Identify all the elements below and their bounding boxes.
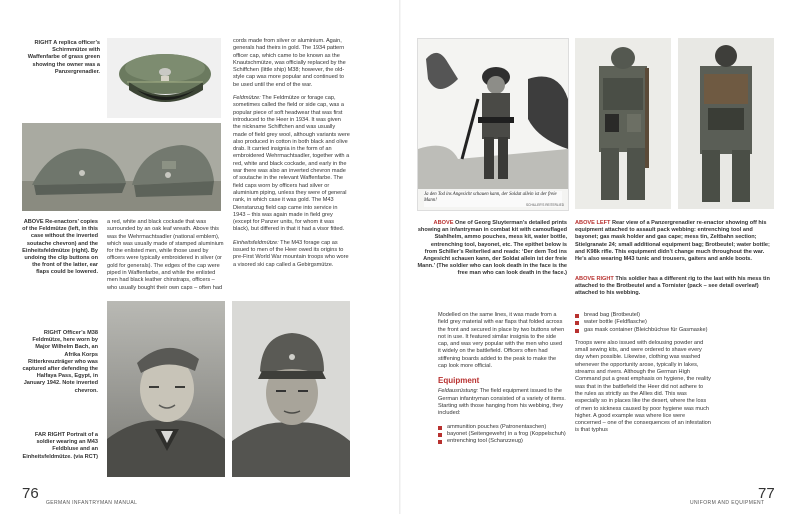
equipment-list-a bbox=[438, 424, 566, 446]
caption-label: ABOVE bbox=[433, 220, 454, 226]
body-text: a red, white and black cockade that was surrounded by an oak leaf wreath. Above this was the Wehrmachtsadler (national emblem), which was usually made of stamped aluminium for the enlisted men, while those used by officers were typically embroidered in silver (or gold for generals). The edges of the cap were piped in Waffenfarbe, and while the enlisted men had black leather chinstraps, officers – who usually bought their own caps – often had bbox=[107, 219, 224, 291]
caption-portrait-m43 bbox=[22, 432, 98, 461]
caption-officer-cap bbox=[22, 40, 100, 76]
caption-sluyterman-print bbox=[417, 220, 567, 278]
caption-text: Officer’s M38 Feldmütze, here worn by Major Wilhelm Bach, an Afrika Korps Ritterkreuzträger who was captured after defending the Halfaya Pass, Egypt, in January 1942. Note inverted chevron. bbox=[22, 330, 98, 394]
caption-label: ABOVE RIGHT bbox=[575, 276, 614, 282]
body-text: The Feldmütze or forage cap, sometimes called the field or side cap, was a popular piece of soft headwear that was first introduced to the Heer in 1934. It was given the nickname Schiffchen and was usually made of field grey wool, although variants were also produced in cotton in both black and olive drab. It carried insignia in the form of an embroidered Wehrmachtsadler, together with a red, white and black cockade, and early in the war there was also an inverted chevron made of soutache in the relevant Waffenfarbe. The field caps worn by officers had silver or aluminium piping, unless they were of general rank, in which case it was gold. The M43 Dienstanzug field cap came into service in 1943 – this was again made in field grey (except for Panzer units, for whom it was black), but differed in that it had a visor fitted. bbox=[233, 95, 350, 233]
caption-text: A replica officer’s Schirmmütze with Waffenfarbe of grass green showing the owner was a Panzergrenadier. bbox=[27, 40, 100, 75]
photo-rear-view-reenactor bbox=[575, 38, 671, 209]
body-text: cords made from silver or aluminium. Again, generals had theirs in gold. The 1934 pattern officer cap, which came to be known as the Knautschmütze, was officially replaced by the Schiffchen (little ship) M38; however, the old-style cap was more popular and continued to be used until the end of the war. bbox=[233, 38, 346, 88]
body-text: Troops were also issued with delousing powder and small sewing kits, and were ordered to shave every day when possible. Likewise, clothing was washed whenever the opportunity arose, typically in lakes, streams and rivers. Although the German High Command put a great emphasis on hygiene, the reality was that in the battlefield the Heer did not adhere to the rules as strictly as the Allies did. This was especially so in places like the desert, where the loss of men to sickness caused by poor hygiene was much higher. A good example was where lice were concerned – one of the consequences of an infestation is that typhus bbox=[575, 339, 711, 434]
body-text: Modelled on the same lines, it was made from a field grey material with ear flaps that folded across the front and secured in place by two buttons when not in use. It featured similar insignia to the side cap, and was very popular with the men who used it widely on the battlefield. Officers often had stiffening boards added to the peak to make the cap look more official. bbox=[438, 312, 565, 370]
photo-schirmmutze bbox=[107, 38, 221, 118]
caption-above-left bbox=[575, 220, 775, 263]
term: Einheitsfeldmütze: bbox=[233, 239, 279, 246]
caption-label: RIGHT bbox=[43, 330, 62, 336]
photo-portrait-soldier bbox=[232, 301, 350, 477]
right-colB-body bbox=[575, 312, 711, 441]
right-colA-body bbox=[438, 312, 566, 451]
body-paragraph bbox=[438, 388, 566, 417]
page-number-left: 76 bbox=[22, 485, 39, 502]
list-item: bread bag (Brotbeutel) bbox=[575, 312, 711, 319]
list-item: water bottle (Feldflasche) bbox=[575, 319, 711, 326]
photo-major-bach bbox=[107, 301, 225, 477]
caption-text: Re-enactors’ copies of the Feldmütze (left, in this case without the inverted soutache chevron) and the Einheitsfeldmütze (right). By undoing the clip buttons on the front of the latter, ear flaps could be lowered. bbox=[22, 219, 98, 276]
caption-above-right bbox=[575, 276, 775, 298]
left-col2-body bbox=[233, 38, 350, 275]
caption-officer-m38 bbox=[22, 330, 98, 395]
illustration-credit: SCHILLER'S REITERLIED bbox=[526, 203, 564, 207]
body-text: The field equipment issued to the German infantryman consisted of a variety of items. Starting with those hanging from his webbing, they included: bbox=[438, 388, 566, 417]
photo-soldier-rig bbox=[678, 38, 774, 209]
running-head-right: UNIFORM AND EQUIPMENT bbox=[690, 500, 765, 506]
body-paragraph bbox=[233, 95, 350, 234]
illustration-sluyterman-print bbox=[417, 38, 569, 211]
caption-text: Rear view of a Panzergrenadier re-enactor showing off his equipment attached to assault pack webbing: entrenching tool and bayonet; gas mask holder and gas cape; mess tin, Zeltbahn section; Stielgranate 24; small additional equipment bag; Brotbeutel; water bottle; and K98k rifle. This equipment didn’t change much throughout the war. He’s also wearing M43 tunic and trousers, gaiters and ankle boots. bbox=[575, 220, 770, 263]
term: Feldausrüstung: bbox=[438, 388, 479, 395]
list-item: gas mask container (Bleichbüchse für Gasmaske) bbox=[575, 327, 711, 334]
equipment-list-b bbox=[575, 312, 711, 334]
caption-label: FAR RIGHT bbox=[34, 432, 66, 438]
section-heading-equipment: Equipment bbox=[438, 376, 480, 386]
caption-label: RIGHT bbox=[34, 40, 52, 46]
caption-label: ABOVE LEFT bbox=[575, 220, 611, 226]
term: Feldmütze: bbox=[233, 95, 261, 102]
body-text: The M43 forage cap as issued to men of the Heer owed its origins to pre-First World War mountain troops who wore a visored ski cap called a Gebirgsmütze. bbox=[233, 239, 349, 268]
caption-label: ABOVE bbox=[23, 219, 44, 225]
left-col1-body bbox=[107, 219, 225, 298]
illustration-epithet: Ja den Tod ins Angesicht schauen kann, der Soldat allein ist der freie Mann! bbox=[424, 192, 557, 203]
running-head-left: GERMAN INFANTRYMAN MANUAL bbox=[46, 500, 138, 506]
list-item: ammunition pouches (Patronentaschen) bbox=[438, 424, 566, 431]
caption-text: Portrait of a soldier wearing an M43 Feldbluse and an Einheitsfeldmütze. (via RCT) bbox=[22, 432, 98, 460]
page-number-right: 77 bbox=[758, 485, 775, 502]
caption-field-caps bbox=[22, 219, 98, 277]
page-gutter bbox=[399, 0, 401, 514]
photo-field-caps bbox=[22, 123, 221, 211]
caption-text: This soldier has a different rig to the last with his mess tin attached to the Brotbeutel and a Tornister (pack – see detail overleaf) attached to his webbing. bbox=[575, 276, 770, 297]
list-item: bayonet (Seitengewehr) in a frog (Koppelschuh) bbox=[438, 431, 566, 438]
body-paragraph bbox=[233, 240, 350, 269]
list-item: entrenching tool (Schanzzeug) bbox=[438, 438, 566, 445]
caption-text: One of Georg Sluyterman’s detailed prints showing an infantryman in combat kit with camouflaged Stahlhelm, ammo pouches, mess kit, water bottle, entrenching tool, bayonet, etc. The epithet below is from Schiller’s Reiterlied and reads: ‘Der dem Tod ins Angesicht schauen kann, der Soldat allein ist der freie Mann.’ (The soldier who can look death in the face is the free man who can look death in the face.) bbox=[417, 220, 567, 277]
